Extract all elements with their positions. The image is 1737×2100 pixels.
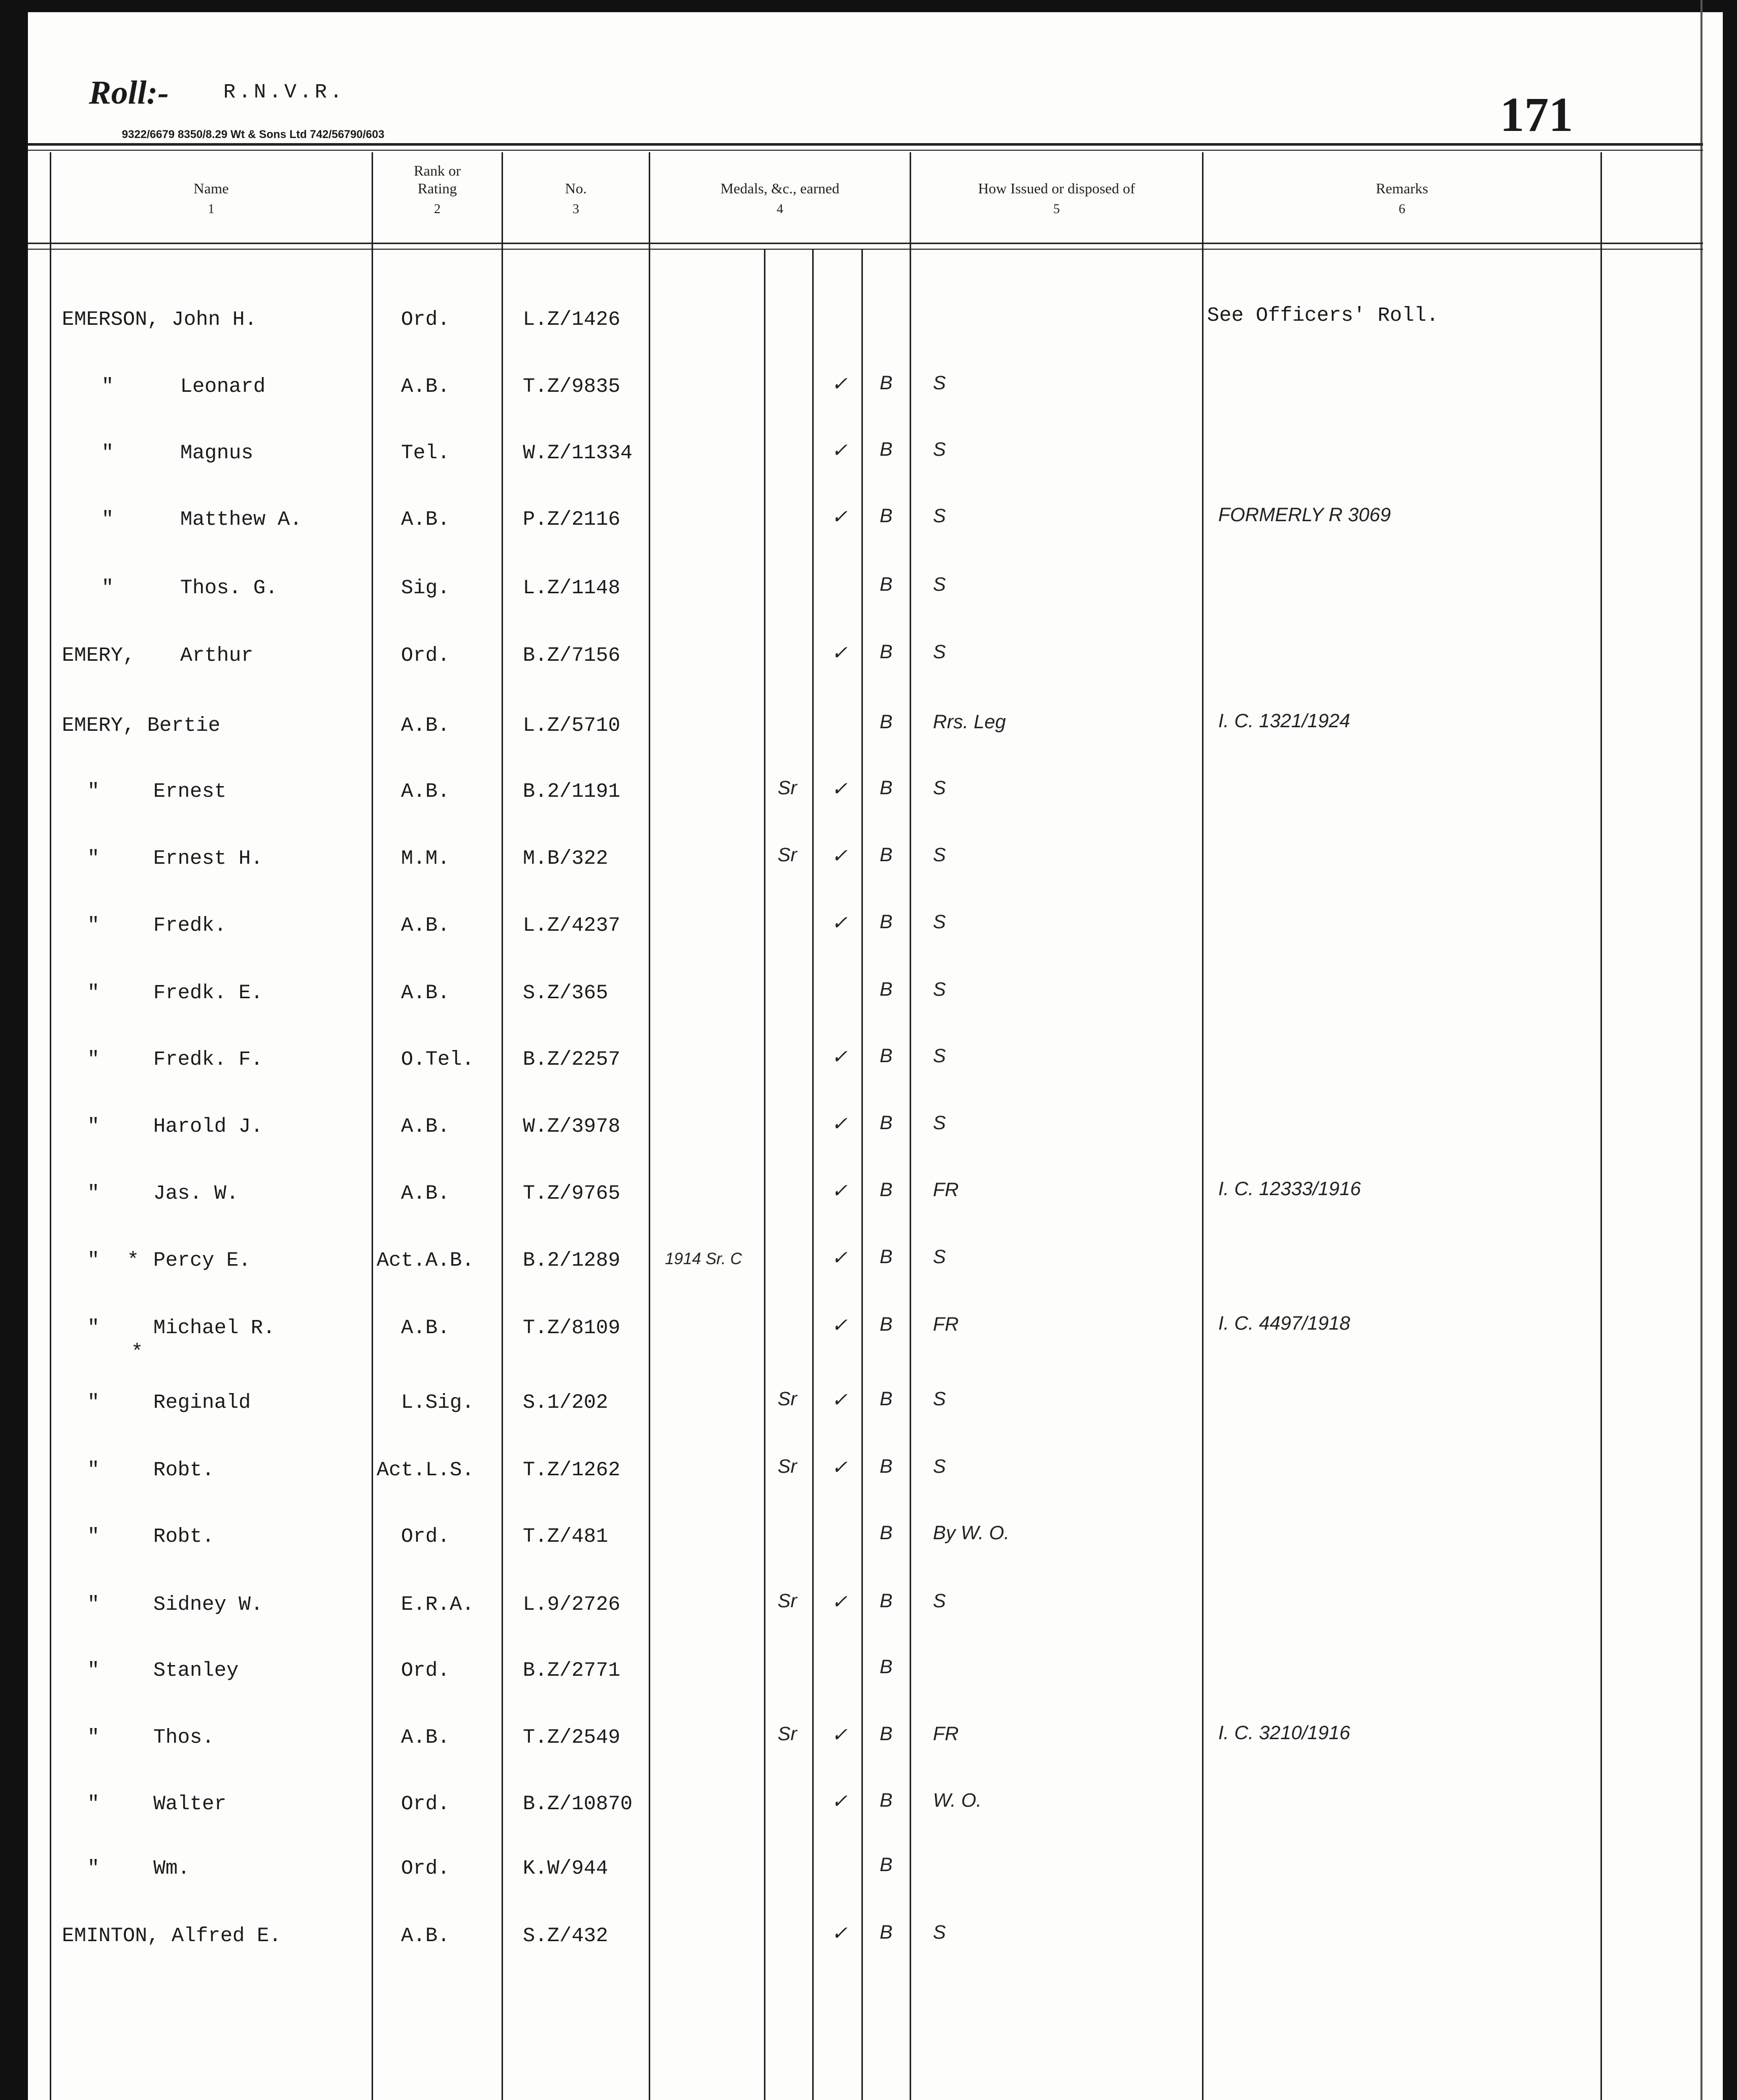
entry-service-number: S.1/202 bbox=[523, 1392, 609, 1414]
entry-medal-victory: B bbox=[880, 979, 893, 1000]
entry-given-name: Thos. G. bbox=[180, 577, 278, 600]
entry-medal-british-war: ✓ bbox=[831, 1315, 848, 1336]
column-divider bbox=[372, 152, 373, 2100]
roll-value: R.N.V.R. bbox=[223, 81, 346, 104]
entry-surname: " bbox=[87, 982, 100, 1005]
column-divider bbox=[649, 152, 650, 2100]
entry-given-name: Robt. bbox=[153, 1459, 215, 1482]
entry-surname: " bbox=[87, 1249, 100, 1272]
entry-medal-victory: B bbox=[880, 1045, 893, 1067]
header-label: Remarks bbox=[1376, 181, 1428, 197]
scan-border-top bbox=[0, 0, 1737, 12]
entry-medal-british-war: ✓ bbox=[831, 642, 848, 664]
entry-service-number: L.Z/1148 bbox=[523, 577, 621, 600]
entry-medal-british-war: ✓ bbox=[831, 1923, 848, 1944]
entry-given-name: Robt. bbox=[153, 1526, 215, 1548]
entry-issued: S bbox=[933, 574, 946, 595]
entry-rank: Act.A.B. bbox=[377, 1249, 475, 1272]
entry-service-number: T.Z/9765 bbox=[523, 1182, 621, 1205]
entry-surname: " bbox=[102, 442, 114, 465]
entry-rank: A.B. bbox=[401, 914, 450, 937]
entry-medal-victory: B bbox=[880, 1456, 893, 1477]
entry-medal-victory: B bbox=[880, 574, 893, 595]
entry-surname: EMINTON, Alfred E. bbox=[62, 1925, 282, 1948]
entry-surname: " bbox=[87, 1182, 100, 1205]
entry-service-number: S.Z/365 bbox=[523, 982, 609, 1005]
entry-service-number: L.Z/1426 bbox=[523, 309, 621, 331]
column-divider bbox=[1202, 152, 1204, 2100]
entry-surname: " bbox=[87, 914, 100, 937]
entry-service-number: K.W/944 bbox=[523, 1857, 609, 1880]
entry-medal-victory: B bbox=[880, 911, 893, 933]
entry-medal-star: Sr bbox=[778, 1456, 797, 1477]
entry-issued: By W. O. bbox=[933, 1522, 1010, 1544]
entry-given-name: Arthur bbox=[180, 645, 254, 667]
entry-rank: Ord. bbox=[401, 1793, 450, 1816]
entry-given-name: Sidney W. bbox=[153, 1594, 263, 1616]
entry-medal-british-war: ✓ bbox=[831, 1457, 848, 1478]
entry-remarks-handwritten: FORMERLY R 3069 bbox=[1218, 504, 1391, 526]
header-remarks bbox=[1204, 180, 1600, 218]
entry-medal-british-war: ✓ bbox=[831, 506, 848, 528]
entry-surname: " bbox=[102, 509, 114, 531]
entry-service-number: S.Z/432 bbox=[523, 1925, 609, 1948]
entry-surname: " bbox=[87, 1793, 100, 1816]
entry-medal-victory: B bbox=[880, 1854, 893, 1876]
entry-service-number: T.Z/8109 bbox=[523, 1317, 621, 1340]
entry-medal-victory: B bbox=[880, 712, 893, 733]
column-divider bbox=[910, 152, 911, 2100]
header-bottom-rule bbox=[28, 243, 1703, 244]
entry-issued: Rrs. Leg bbox=[933, 712, 1006, 733]
entry-medal-victory: B bbox=[880, 1112, 893, 1134]
entry-service-number: B.2/1289 bbox=[523, 1249, 621, 1272]
header-label: Rank or Rating bbox=[414, 163, 461, 197]
entry-rank: A.B. bbox=[401, 1115, 450, 1138]
entry-service-number: L.Z/4237 bbox=[523, 914, 621, 937]
entry-issued: S bbox=[933, 641, 946, 663]
scan-border-left bbox=[0, 0, 28, 2100]
entry-service-number: W.Z/3978 bbox=[523, 1115, 621, 1138]
entry-medal-victory: B bbox=[880, 1922, 893, 1943]
roll-label: Roll:- bbox=[89, 74, 169, 111]
medal-subdivider bbox=[861, 249, 863, 2100]
header-bottom-rule-thin bbox=[28, 249, 1703, 250]
entry-given-name: Leonard bbox=[180, 376, 266, 398]
entry-given-name: Reginald bbox=[153, 1392, 251, 1414]
column-divider bbox=[50, 152, 51, 2100]
entry-given-name: Ernest bbox=[153, 781, 227, 803]
entry-surname: " bbox=[87, 781, 100, 803]
entry-given-name: Jas. W. bbox=[153, 1182, 239, 1205]
entry-rank: A.B. bbox=[401, 1317, 450, 1340]
entry-medal-star: Sr bbox=[778, 844, 797, 866]
entry-given-name: Wm. bbox=[153, 1857, 190, 1880]
header-number: 5 bbox=[1053, 201, 1060, 216]
entry-medal-british-war: ✓ bbox=[831, 912, 848, 934]
entry-rank: Ord. bbox=[401, 645, 450, 667]
entry-medal-victory: B bbox=[880, 1790, 893, 1811]
entry-service-number: P.Z/2116 bbox=[523, 509, 621, 531]
entry-issued: W. O. bbox=[933, 1790, 982, 1811]
entry-service-number: L.Z/5710 bbox=[523, 715, 621, 737]
entry-surname: EMERY, bbox=[62, 645, 136, 667]
entry-surname: EMERY, Bertie bbox=[62, 715, 221, 737]
entry-medal-british-war: ✓ bbox=[831, 440, 848, 461]
header-number: 3 bbox=[573, 201, 579, 216]
entry-surname: " bbox=[102, 376, 114, 398]
entry-issued: S bbox=[933, 1456, 946, 1477]
entry-medal-victory: B bbox=[880, 372, 893, 394]
entry-issued: S bbox=[933, 1590, 946, 1612]
entry-issued: S bbox=[933, 1246, 946, 1268]
header-top-rule bbox=[28, 143, 1703, 146]
entry-medal-british-war: ✓ bbox=[831, 845, 848, 867]
entry-medal-victory: B bbox=[880, 439, 893, 460]
entry-issued: S bbox=[933, 1388, 946, 1410]
form-code: 9322/6679 8350/8.29 Wt & Sons Ltd 742/56790/603 bbox=[122, 128, 385, 141]
entry-service-number: B.Z/2771 bbox=[523, 1659, 621, 1682]
medal-subdivider bbox=[764, 249, 765, 2100]
entry-given-name: Stanley bbox=[153, 1659, 239, 1682]
entry-medal-british-war: ✓ bbox=[831, 1247, 848, 1269]
entry-issued: S bbox=[933, 1922, 946, 1943]
header-label: Name bbox=[193, 181, 229, 197]
entry-surname: " bbox=[87, 1459, 100, 1482]
entry-remarks-handwritten: I. C. 4497/1918 bbox=[1218, 1313, 1350, 1334]
entry-issued: S bbox=[933, 979, 946, 1000]
entry-given-name: Matthew A. bbox=[180, 509, 303, 531]
entry-rank: E.R.A. bbox=[401, 1594, 475, 1616]
entry-given-name: Fredk. bbox=[153, 914, 227, 937]
entry-medal-victory: B bbox=[880, 1723, 893, 1745]
entry-rank: M.M. bbox=[401, 848, 450, 870]
entry-surname: " bbox=[87, 1857, 100, 1880]
entry-surname: " bbox=[87, 1526, 100, 1548]
entry-rank: A.B. bbox=[401, 1925, 450, 1948]
entry-medal-british-war: ✓ bbox=[831, 1390, 848, 1411]
entry-medal-victory: B bbox=[880, 1388, 893, 1410]
medal-subdivider bbox=[812, 249, 814, 2100]
header-top-rule-thin bbox=[28, 150, 1703, 151]
entry-medal-victory: B bbox=[880, 641, 893, 663]
entry-rank: Act.L.S. bbox=[377, 1459, 475, 1482]
entry-issued: S bbox=[933, 911, 946, 933]
entry-given-name: Fredk. F. bbox=[153, 1048, 263, 1071]
header-no bbox=[503, 180, 649, 218]
entry-rank: Ord. bbox=[401, 1526, 450, 1548]
entry-remarks-handwritten: I. C. 12333/1916 bbox=[1218, 1178, 1361, 1200]
header-number: 6 bbox=[1398, 201, 1406, 216]
entry-surname: " bbox=[87, 1392, 100, 1414]
header-label: Medals, &c., earned bbox=[720, 181, 840, 197]
entry-surname: " bbox=[87, 848, 100, 870]
entry-surname: " bbox=[87, 1048, 100, 1071]
entry-given-name: Magnus bbox=[180, 442, 254, 465]
header-name bbox=[51, 180, 372, 218]
entry-medal-victory: B bbox=[880, 777, 893, 799]
header-issued bbox=[911, 180, 1202, 218]
entry-surname: EMERSON, John H. bbox=[62, 309, 257, 331]
entry-issued: S bbox=[933, 844, 946, 866]
entry-issued: FR bbox=[933, 1179, 959, 1201]
entry-rank: O.Tel. bbox=[401, 1048, 475, 1071]
entry-rank: Tel. bbox=[401, 442, 450, 465]
binding-edge bbox=[1700, 0, 1702, 2100]
header-medals bbox=[650, 180, 910, 218]
entry-given-name: Fredk. E. bbox=[153, 982, 263, 1005]
entry-medal-british-war: ✓ bbox=[831, 1113, 848, 1135]
entry-medal-star: Sr bbox=[778, 1590, 797, 1612]
page-number: 171 bbox=[1500, 87, 1573, 142]
column-divider bbox=[502, 152, 503, 2100]
entry-service-number: L.9/2726 bbox=[523, 1594, 621, 1616]
entry-medal-victory: B bbox=[880, 844, 893, 866]
entry-medal-victory: B bbox=[880, 1246, 893, 1268]
entry-medal-victory: B bbox=[880, 1314, 893, 1335]
entry-medal-victory: B bbox=[880, 1656, 893, 1678]
entry-surname: " bbox=[87, 1726, 100, 1749]
entry-issued: S bbox=[933, 372, 946, 394]
entry-rank: A.B. bbox=[401, 982, 450, 1005]
entry-medal-british-war: ✓ bbox=[831, 778, 848, 800]
entry-given-name: Percy E. bbox=[153, 1249, 251, 1272]
entry-remarks-handwritten: I. C. 1321/1924 bbox=[1218, 710, 1350, 732]
entry-medal-british-war: ✓ bbox=[831, 1724, 848, 1746]
entry-service-number: B.Z/2257 bbox=[523, 1048, 621, 1071]
entry-issued: S bbox=[933, 777, 946, 799]
entry-rank: A.B. bbox=[401, 781, 450, 803]
entry-medal-star: Sr bbox=[778, 777, 797, 799]
scan-border-right bbox=[1723, 0, 1737, 2100]
entry-medal-1914-star: 1914 Sr. C bbox=[665, 1249, 742, 1268]
entry-issued: S bbox=[933, 1045, 946, 1067]
entry-service-number: T.Z/9835 bbox=[523, 376, 621, 398]
entry-service-number: T.Z/2549 bbox=[523, 1726, 621, 1749]
entry-service-number: B.2/1191 bbox=[523, 781, 621, 803]
entry-service-number: W.Z/11334 bbox=[523, 442, 633, 465]
entry-rank: A.B. bbox=[401, 1182, 450, 1205]
entry-medal-victory: B bbox=[880, 1522, 893, 1544]
entry-surname: " bbox=[87, 1594, 100, 1616]
entry-medal-victory: B bbox=[880, 1179, 893, 1201]
entry-service-number: T.Z/481 bbox=[523, 1526, 609, 1548]
entry-given-name: Thos. bbox=[153, 1726, 215, 1749]
entry-medal-star: Sr bbox=[778, 1388, 797, 1410]
entry-rank: L.Sig. bbox=[401, 1392, 475, 1414]
entry-given-name: Walter bbox=[153, 1793, 227, 1816]
entry-issued: FR bbox=[933, 1314, 959, 1335]
entry-medal-british-war: ✓ bbox=[831, 1591, 848, 1613]
entry-surname: " bbox=[87, 1659, 100, 1682]
entry-rank: Ord. bbox=[401, 1857, 450, 1880]
entry-medal-british-war: ✓ bbox=[831, 1046, 848, 1068]
entry-surname: " bbox=[87, 1115, 100, 1138]
entry-rank: A.B. bbox=[401, 376, 450, 398]
entry-rank: A.B. bbox=[401, 1726, 450, 1749]
entry-medal-british-war: ✓ bbox=[831, 1180, 848, 1202]
entry-star-mark: * bbox=[131, 1341, 144, 1364]
entry-given-name: Michael R. bbox=[153, 1317, 276, 1340]
entry-remarks: See Officers' Roll. bbox=[1207, 304, 1439, 327]
entry-medal-star: Sr bbox=[778, 1723, 797, 1745]
header-number: 1 bbox=[208, 201, 215, 216]
entry-surname: " bbox=[87, 1317, 100, 1340]
entry-rank: Ord. bbox=[401, 309, 450, 331]
entry-issued: S bbox=[933, 505, 946, 527]
column-divider bbox=[1600, 152, 1602, 2100]
entry-service-number: M.B/322 bbox=[523, 848, 609, 870]
entry-given-name: Ernest H. bbox=[153, 848, 263, 870]
entry-rank: A.B. bbox=[401, 715, 450, 737]
entry-rank: Ord. bbox=[401, 1659, 450, 1682]
entry-service-number: B.Z/10870 bbox=[523, 1793, 633, 1816]
header-label: No. bbox=[565, 181, 587, 197]
entry-star-mark: * bbox=[127, 1249, 140, 1272]
entry-remarks-handwritten: I. C. 3210/1916 bbox=[1218, 1722, 1350, 1744]
entry-service-number: B.Z/7156 bbox=[523, 645, 621, 667]
entry-rank: A.B. bbox=[401, 509, 450, 531]
header-rank bbox=[373, 162, 502, 218]
entry-medal-british-war: ✓ bbox=[831, 1791, 848, 1812]
header-number: 4 bbox=[777, 201, 783, 216]
entry-issued: S bbox=[933, 1112, 946, 1134]
entry-issued: FR bbox=[933, 1723, 959, 1745]
entry-surname: " bbox=[102, 577, 114, 600]
header-label: How Issued or disposed of bbox=[978, 181, 1135, 197]
header-number: 2 bbox=[434, 201, 441, 216]
entry-given-name: Harold J. bbox=[153, 1115, 263, 1138]
entry-service-number: T.Z/1262 bbox=[523, 1459, 621, 1482]
entry-issued: S bbox=[933, 439, 946, 460]
entry-medal-british-war: ✓ bbox=[831, 374, 848, 395]
entry-rank: Sig. bbox=[401, 577, 450, 600]
entry-medal-victory: B bbox=[880, 505, 893, 527]
entry-medal-victory: B bbox=[880, 1590, 893, 1612]
